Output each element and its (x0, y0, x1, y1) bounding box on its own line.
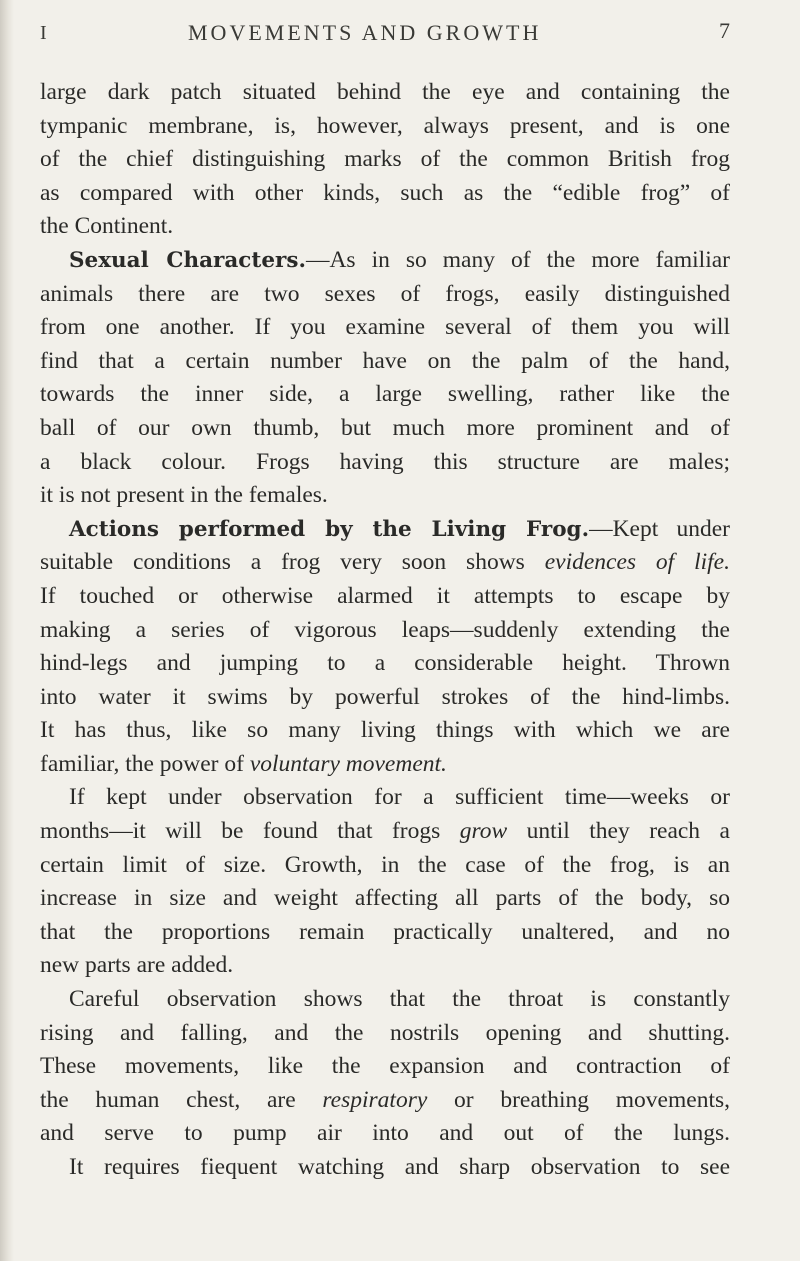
text-line (40, 949, 730, 983)
text-line (40, 278, 730, 312)
line-text: tympanic membrane, is, however, always present, and is one (40, 112, 730, 139)
text-line (40, 580, 730, 614)
text-line (40, 916, 730, 950)
body-text (40, 76, 730, 1185)
line-text: rising and falling, and the nostrils opening and shutting. (40, 1019, 730, 1046)
line-text: Careful observation shows that the throat is constantly (69, 986, 730, 1013)
emphasis-text: evidences of life. (544, 549, 730, 576)
line-text: as compared with other kinds, such as the “edible frog” of (40, 179, 730, 206)
line-text: —Kept under (589, 515, 731, 542)
page-header (40, 14, 730, 50)
line-text: certain limit of size. Growth, in the case of the frog, is an (40, 851, 730, 878)
line-text: of the chief distinguishing marks of the common British frog (40, 146, 730, 173)
text-line (40, 412, 730, 446)
line-text: These movements, like the expansion and contraction of (40, 1053, 730, 1080)
section-heading: Actions performed by the Living Frog. (69, 516, 590, 542)
line-text: animals there are two sexes of frogs, easily distinguished (40, 280, 730, 307)
emphasis-text: respiratory (322, 1086, 428, 1113)
text-line (40, 647, 730, 681)
text-line (40, 143, 730, 177)
text-line (40, 210, 730, 244)
section-heading: Sexual Characters. (69, 247, 306, 273)
emphasis-text: grow (459, 818, 508, 845)
text-line (40, 244, 730, 278)
text-line (40, 681, 730, 715)
line-text: large dark patch situated behind the eye and containing the (40, 79, 730, 105)
text-line (40, 1050, 730, 1084)
emphasis-text: voluntary movement. (249, 750, 447, 777)
text-line (40, 1017, 730, 1051)
line-text: the Continent. (40, 213, 174, 240)
text-line (40, 311, 730, 345)
line-text: from one another. If you examine several of them you will (40, 314, 730, 341)
text-line (40, 983, 730, 1017)
text-line (40, 849, 730, 883)
line-text: suitable conditions a frog very soon shows (40, 549, 545, 576)
text-line (40, 781, 730, 815)
text-line (40, 748, 730, 782)
text-line (40, 546, 730, 580)
line-text: into water it swims by powerful strokes of the hind-limbs. (40, 683, 730, 710)
running-head: MOVEMENTS AND GROWTH (188, 20, 542, 45)
line-text: It requires fiequent watching and sharp observation to see (69, 1154, 730, 1180)
line-text: It has thus, like so many living things with which we are (40, 717, 730, 744)
line-text: that the proportions remain practically unaltered, and no (40, 918, 730, 945)
line-text: the human chest, are (40, 1086, 323, 1113)
line-text: making a series of vigorous leaps—suddenly extending the (40, 616, 730, 643)
chapter-number: I (40, 22, 48, 44)
text-line (40, 614, 730, 648)
text-line (40, 1151, 730, 1185)
text-line (40, 1117, 730, 1151)
page-number: 7 (719, 18, 730, 43)
line-text: new parts are added. (40, 952, 234, 979)
line-text: a black colour. Frogs having this structure are males; (40, 448, 730, 475)
line-text: or breathing movements, (427, 1086, 730, 1113)
text-line (40, 110, 730, 144)
book-page (40, 0, 755, 1261)
line-text: towards the inner side, a large swelling, rather like the (40, 381, 730, 408)
line-text: —As in so many of the more familiar (305, 246, 730, 273)
line-text: find that a certain number have on the palm of the hand, (40, 347, 730, 374)
text-line (40, 714, 730, 748)
line-text: hind-legs and jumping to a considerable height. Thrown (40, 650, 730, 677)
line-text: familiar, the power of (40, 750, 250, 777)
text-line (40, 345, 730, 379)
text-line (40, 513, 730, 547)
binding-edge (0, 0, 14, 1261)
text-line (40, 177, 730, 211)
text-line (40, 479, 730, 513)
line-text: If kept under observation for a sufficient time—weeks or (69, 784, 730, 811)
line-text: and serve to pump air into and out of the lungs. (40, 1120, 730, 1147)
line-text: until they reach a (507, 818, 730, 845)
text-line (40, 882, 730, 916)
line-text: ball of our own thumb, but much more prominent and of (40, 414, 730, 441)
line-text: it is not present in the females. (40, 482, 328, 509)
text-line (40, 815, 730, 849)
line-text: months—it will be found that frogs (40, 818, 460, 845)
text-line (40, 1084, 730, 1118)
text-line (40, 446, 730, 480)
line-text: increase in size and weight affecting all parts of the body, so (40, 885, 730, 912)
text-line (40, 378, 730, 412)
line-text: If touched or otherwise alarmed it attempts to escape by (40, 582, 730, 609)
text-line (40, 76, 730, 110)
